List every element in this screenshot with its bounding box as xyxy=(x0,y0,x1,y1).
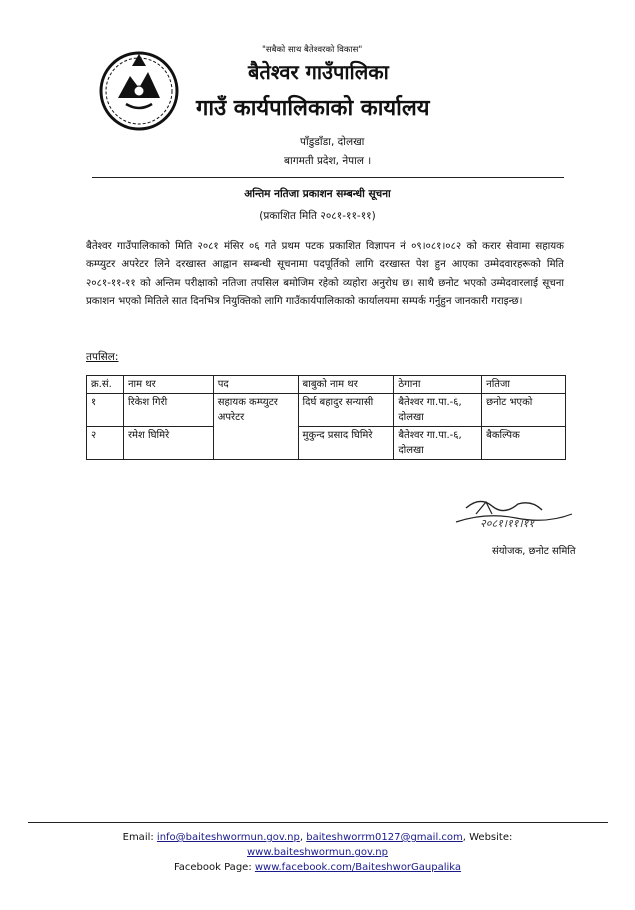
address-line-2: बागमती प्रदेश, नेपाल । xyxy=(284,155,372,167)
slogan: "सबैको साथ बैतेश्वरको विकास" xyxy=(262,45,363,55)
header-result: नतिजा xyxy=(482,376,566,394)
office-name: गाउँ कार्यपालिकाको कार्यालय xyxy=(196,96,430,121)
cell-name: रिकेश गिरी xyxy=(123,394,213,427)
table-header-row xyxy=(87,376,566,394)
results-table xyxy=(86,375,566,460)
header-divider xyxy=(92,177,564,178)
notice-title: अन्तिम नतिजा प्रकाशन सम्बन्धी सूचना xyxy=(244,188,391,200)
notice-body: बैतेश्वर गाउँपालिकाको मिति २०८१ मंसिर ०६ गते प्रथम पटक प्रकाशित विज्ञापन नं ०९।०८१।०८२ को करार सेवामा सहायक कम्प्युटर अपरेटर लिने दरखास्त आह्वान सम्बन्धी सूचनामा पदपूर्तिको लागि दरखास्त पेश हुन आएका उम्मेदवारहरूको मिति २०८१-११-११ को अन्तिम परीक्षाको नतिजा तपसिल बमोजिम रहेको व्यहोरा अनुरोध छ। साथै छनोट भएको उम्मेदवारलाई सूचना प्रकाशन भएको मितिले सात दिनभित्र नियुक्तिको लागि गाउँकार्यपालिकाको कार्यालयमा सम्पर्क गर्नुहुन जानकारी गराइन्छ। xyxy=(86,241,564,308)
footer-email-line xyxy=(0,830,635,845)
header-post: पद xyxy=(213,376,298,394)
cell-sn: १ xyxy=(87,394,124,427)
table-row xyxy=(87,427,566,460)
cell-address: बैतेश्वर गा.पा.-६, दोलखा xyxy=(394,394,482,427)
cell-father-name: मुकुन्द प्रसाद घिमिरे xyxy=(298,427,394,460)
cell-sn: २ xyxy=(87,427,124,460)
header-name: नाम थर xyxy=(123,376,213,394)
cell-father-name: दिर्घ बहादुर सन्यासी xyxy=(298,394,394,427)
nepal-emblem-icon xyxy=(96,46,182,132)
org-name: बैतेश्वर गाउँपालिका xyxy=(248,60,389,84)
header-address: ठेगाना xyxy=(394,376,482,394)
signatory-role: संयोजक, छनोट समिति xyxy=(492,546,576,557)
footer-contacts xyxy=(0,830,635,875)
cell-address: बैतेश्वर गा.पा.-६, दोलखा xyxy=(394,427,482,460)
cell-result: छनोट भएको xyxy=(482,394,566,427)
signature-date: २०८१।११।११ xyxy=(480,517,535,530)
website-link[interactable]: www.baiteshwormun.gov.np xyxy=(247,847,388,858)
header-sn: क्र.सं. xyxy=(87,376,124,394)
header-father-name: बाबुको नाम थर xyxy=(298,376,394,394)
cell-post: सहायक कम्प्युटर अपरेटर xyxy=(213,394,298,460)
website-label: , Website: xyxy=(462,832,513,843)
facebook-label: Facebook Page: xyxy=(173,862,255,873)
cell-name: रमेश घिमिरे xyxy=(123,427,213,460)
footer-divider xyxy=(28,822,608,823)
facebook-link[interactable]: www.facebook.com/BaiteshworGaupalika xyxy=(254,862,462,873)
email-separator: , xyxy=(299,832,307,843)
address-line-1: पाँडुडाँडा, दोलखा xyxy=(300,136,365,148)
table-row xyxy=(87,394,566,427)
details-label: तपसिल: xyxy=(86,351,119,363)
cell-result: बैकल्पिक xyxy=(482,427,566,460)
published-date: (प्रकाशित मिति २०८१-११-११) xyxy=(259,210,376,222)
email-link-1[interactable]: info@baiteshwormun.gov.np xyxy=(156,832,300,843)
footer-website-line xyxy=(0,845,635,860)
email-link-2[interactable]: baiteshworrm0127@gmail.com xyxy=(306,832,463,843)
email-label: Email: xyxy=(122,832,157,843)
footer-facebook-line xyxy=(0,860,635,875)
